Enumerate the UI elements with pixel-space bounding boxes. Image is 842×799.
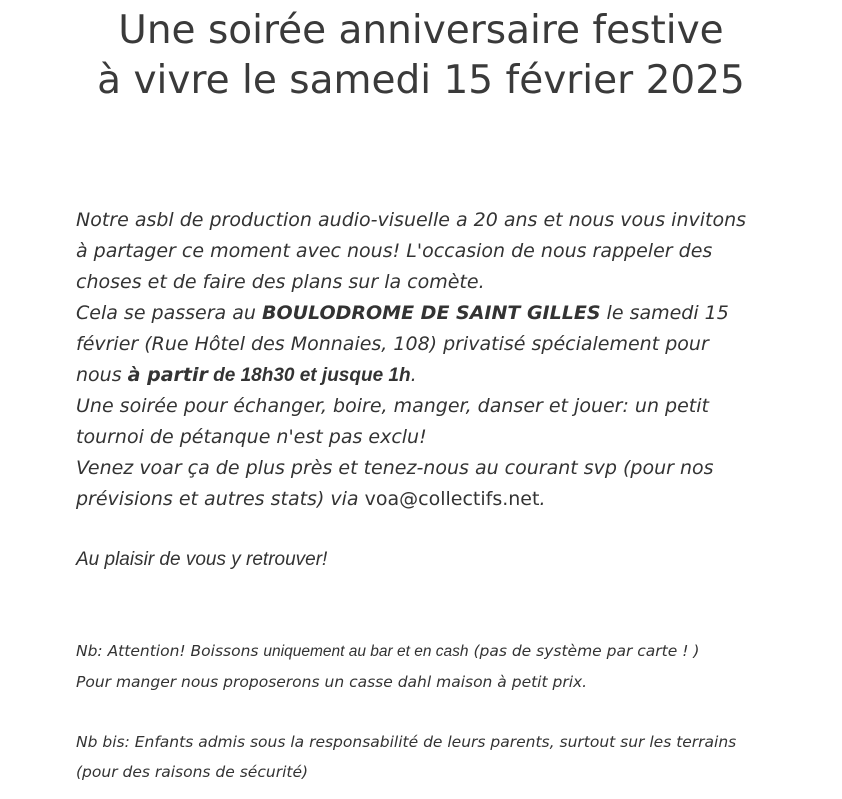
note-children — [76, 727, 816, 787]
note-line: Pour manger nous proposerons un casse dahl maison à petit prix. — [76, 673, 588, 691]
body-line: Une soirée pour échanger, boire, manger, danser et jouer: un petit — [76, 395, 709, 417]
title-line-1: Une soirée anniversaire festive — [118, 8, 724, 53]
body-text: . — [539, 488, 546, 510]
note-text: Nb: Attention! Boissons — [76, 642, 264, 660]
body-line-venue — [76, 298, 816, 329]
invitation-body — [76, 205, 816, 515]
body-line: choses et de faire des plans sur la comète. — [76, 271, 485, 293]
note-text: (pas de système par carte ! ) — [468, 642, 700, 660]
time-start-label: à partir — [127, 364, 208, 386]
title-line-2: à vivre le samedi 15 février 2025 — [97, 58, 745, 103]
body-line: Notre asbl de production audio-visuelle a 20 ans et nous vous invitons — [76, 209, 747, 231]
venue-name: BOULODROME DE SAINT GILLES — [261, 302, 601, 324]
body-line: Venez voar ça de plus près et tenez-nous au courant svp (pour nos — [76, 457, 714, 479]
time-range: de 18h30 et jusque 1h — [207, 365, 411, 386]
note-emphasis: uniquement au bar et en cash — [263, 643, 469, 660]
body-line-time — [76, 360, 816, 391]
note-line: Nb bis: Enfants admis sous la responsabilité de leurs parents, surtout sur les terrains — [76, 733, 737, 751]
note-drinks — [76, 636, 816, 697]
body-line: février (Rue Hôtel des Monnaies, 108) privatisé spécialement pour — [76, 333, 709, 355]
body-text: prévisions et autres stats) via — [76, 488, 365, 510]
body-line: tournoi de pétanque n'est pas exclu! — [76, 426, 427, 448]
body-line-contact — [76, 484, 816, 515]
contact-email[interactable]: voa@collectifs.net — [364, 488, 540, 510]
note-line: (pour des raisons de sécurité) — [76, 763, 309, 781]
body-line: à partager ce moment avec nous! L'occasion de nous rappeler des — [76, 240, 713, 262]
body-text: le samedi 15 — [600, 302, 729, 324]
body-text: nous — [76, 364, 128, 386]
page-title — [0, 6, 842, 106]
body-text: Cela se passera au — [76, 302, 262, 324]
closing-line: Au plaisir de vous y retrouver! — [76, 549, 328, 570]
note-line — [76, 636, 816, 667]
body-text: . — [410, 364, 417, 386]
